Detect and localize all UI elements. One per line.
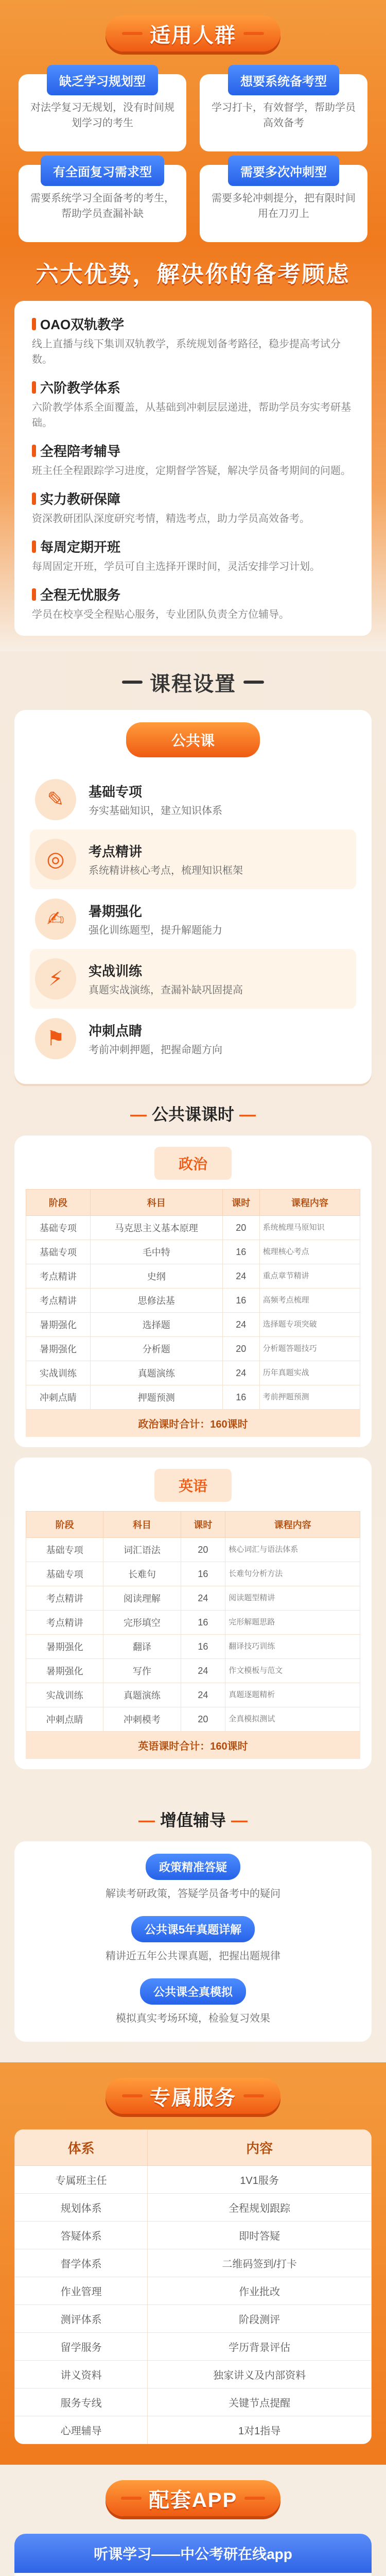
service-section bbox=[0, 2062, 386, 2465]
table-row: 考点精讲 阅读理解 24 阅读题型精讲 bbox=[26, 1586, 360, 1611]
advantages-title: 六大优势，解决你的备考顾虑 bbox=[36, 262, 350, 287]
table-row: 基础专项 长难句 16 长难句分析方法 bbox=[26, 1562, 360, 1586]
crowd-title: 适用人群 bbox=[106, 15, 280, 52]
pen-icon: ✍ bbox=[35, 899, 76, 940]
apps-section bbox=[0, 2465, 386, 2576]
table-row: 测评体系 阶段测评 bbox=[15, 2305, 372, 2333]
hours-total: 英语课时合计：160课时 bbox=[26, 1732, 360, 1759]
book-icon: ✎ bbox=[35, 779, 76, 820]
crowd-card: 缺乏学习规划型 对法学复习无规划，没有时间规划学习的考生 bbox=[19, 74, 186, 151]
advantages-section bbox=[0, 242, 386, 651]
course-item: ✍ 暑期强化 强化训练题型，提升解题能力 bbox=[30, 889, 356, 949]
advantage-item: 实力教研保障 资深教研团队深度研究考情，精选考点，助力学员高效备考。 bbox=[32, 489, 354, 527]
table-row: 答疑体系 即时答疑 bbox=[15, 2222, 372, 2249]
app-card: 听课学习——中公考研在线app bbox=[14, 2534, 372, 2576]
subject-tab-english: 英语 bbox=[154, 1469, 232, 1502]
table-row: 规划体系 全程规划跟踪 bbox=[15, 2194, 372, 2222]
hours-total: 政治课时合计：160课时 bbox=[26, 1410, 360, 1437]
table-row: 留学服务 学历背景评估 bbox=[15, 2333, 372, 2361]
crowd-section bbox=[0, 0, 386, 242]
increment-title: — 增值辅导 — bbox=[121, 1807, 265, 1831]
crowd-card: 有全面复习需求型 需要系统学习全面备考的考生，帮助学员查漏补缺 bbox=[19, 165, 186, 242]
courses-title: 课程设置 bbox=[14, 662, 372, 703]
apps-title: 配套APP bbox=[106, 2480, 280, 2516]
table-row: 作业管理 作业批改 bbox=[15, 2277, 372, 2305]
table-row: 考点精讲 思修法基 16 高频考点梳理 bbox=[26, 1289, 360, 1313]
hours-table: 阶段 科目 课时 课程内容 基础专项 词汇语法 20 核心词汇与语法体系 基础专项 长难句 16 长难句分析方法 考点精讲 阅读理解 24 阅读题型精讲 考点精讲 完形填空 16 完形解题思路 暑期强化 翻译 16 翻译技巧训练 暑期强化 写作 24 作文模板与范文 实战训练 真题演练 24 真题逐题精析 冲刺点睛 冲刺模考 20 全真模拟测试 bbox=[26, 1511, 360, 1732]
courses-section bbox=[0, 651, 386, 1785]
advantage-item: 全程陪考辅导 班主任全程跟踪学习进度，定期督学答疑，解决学员备考期间的问题。 bbox=[32, 441, 354, 479]
hours-title: — 公共课课时 — bbox=[121, 1101, 265, 1125]
service-title: 专属服务 bbox=[106, 2078, 280, 2114]
courses-panel bbox=[14, 710, 372, 1084]
course-item: ◎ 考点精讲 系统精讲核心考点，梳理知识框架 bbox=[30, 829, 356, 889]
advantage-item: 每周定期开班 每周固定开班，学员可自主选择开课时间，灵活安排学习计划。 bbox=[32, 537, 354, 574]
hours-table-english bbox=[14, 1458, 372, 1769]
advantage-item: 全程无忧服务 学员在校享受全程贴心服务，专业团队负责全方位辅导。 bbox=[32, 585, 354, 622]
lightning-icon: ⚡ bbox=[35, 958, 76, 999]
table-row: 考点精讲 史纲 24 重点章节精讲 bbox=[26, 1264, 360, 1289]
table-row: 暑期强化 翻译 16 翻译技巧训练 bbox=[26, 1635, 360, 1659]
crowd-card: 需要多次冲刺型 需要多轮冲刺提分，把有限时间用在刀刃上 bbox=[200, 165, 367, 242]
table-row: 冲刺点睛 冲刺模考 20 全真模拟测试 bbox=[26, 1707, 360, 1732]
service-table: 体系 内容 专属班主任 1V1服务 规划体系 全程规划跟踪 答疑体系 即时答疑 督学体系 二维码签到/打卡 作业管理 作业批改 测评体系 阶段测评 留学服务 学历背景评估 讲义资料 独家讲义及内部资料 服务专线 关键节点提醒 心理辅导 1对1指导 bbox=[14, 2129, 372, 2444]
table-row: 暑期强化 分析题 20 分析题答题技巧 bbox=[26, 1337, 360, 1361]
table-row: 督学体系 二维码签到/打卡 bbox=[15, 2249, 372, 2277]
crowd-card: 想要系统备考型 学习打卡，有效督学，帮助学员高效备考 bbox=[200, 74, 367, 151]
table-row: 专属班主任 1V1服务 bbox=[15, 2166, 372, 2194]
increment-section bbox=[0, 1785, 386, 2062]
table-row: 基础专项 马克思主义基本原理 20 系统梳理马原知识 bbox=[26, 1216, 360, 1240]
hours-table: 阶段 科目 课时 课程内容 基础专项 马克思主义基本原理 20 系统梳理马原知识 基础专项 毛中特 16 梳理核心考点 考点精讲 史纲 24 重点章节精讲 考点精讲 思修法基 16 高频考点梳理 暑期强化 选择题 24 选择题专项突破 暑期强化 分析题 20 分析题答题技巧 实战训练 真题演练 24 历年真题实战 冲刺点睛 押题预测 16 考前押题预测 bbox=[26, 1189, 360, 1410]
table-row: 实战训练 真题演练 24 真题逐题精析 bbox=[26, 1683, 360, 1707]
advantages-box bbox=[14, 301, 372, 636]
courses-pill: 公共课 bbox=[126, 722, 260, 757]
table-row: 基础专项 词汇语法 20 核心词汇与语法体系 bbox=[26, 1538, 360, 1562]
table-row: 讲义资料 独家讲义及内部资料 bbox=[15, 2361, 372, 2388]
advantage-item: OAO双轨教学 线上直播与线下集训双轨教学，系统规划备考路径，稳步提高考试分数。 bbox=[32, 314, 354, 367]
course-item: ⚑ 冲刺点睛 考前冲刺押题，把握命题方向 bbox=[30, 1009, 356, 1069]
increment-panel bbox=[14, 1841, 372, 2042]
table-row: 暑期强化 写作 24 作文模板与范文 bbox=[26, 1659, 360, 1683]
course-item: ✎ 基础专项 夯实基础知识，建立知识体系 bbox=[30, 770, 356, 829]
table-row: 心理辅导 1对1指导 bbox=[15, 2416, 372, 2444]
flag-icon: ⚑ bbox=[35, 1018, 76, 1059]
increment-item: 公共课全真模拟 模拟真实考场环境，检验复习效果 bbox=[30, 1978, 356, 2026]
table-row: 服务专线 关键节点提醒 bbox=[15, 2388, 372, 2416]
course-item: ⚡ 实战训练 真题实战演练，查漏补缺巩固提高 bbox=[30, 949, 356, 1009]
increment-item: 公共课5年真题详解 精讲近五年公共课真题，把握出题规律 bbox=[30, 1916, 356, 1964]
advantage-item: 六阶教学体系 六阶教学体系全面覆盖，从基础到冲刺层层递进，帮助学员夯实考研基础。 bbox=[32, 378, 354, 431]
table-row: 考点精讲 完形填空 16 完形解题思路 bbox=[26, 1611, 360, 1635]
table-row: 冲刺点睛 押题预测 16 考前押题预测 bbox=[26, 1385, 360, 1410]
increment-item: 政策精准答疑 解读考研政策，答疑学员备考中的疑问 bbox=[30, 1854, 356, 1902]
hours-table-politics bbox=[14, 1136, 372, 1447]
subject-tab-politics: 政治 bbox=[154, 1147, 232, 1180]
target-icon: ◎ bbox=[35, 839, 76, 880]
table-row: 实战训练 真题演练 24 历年真题实战 bbox=[26, 1361, 360, 1385]
table-row: 暑期强化 选择题 24 选择题专项突破 bbox=[26, 1313, 360, 1337]
service-panel bbox=[14, 2129, 372, 2444]
table-row: 基础专项 毛中特 16 梳理核心考点 bbox=[26, 1240, 360, 1264]
